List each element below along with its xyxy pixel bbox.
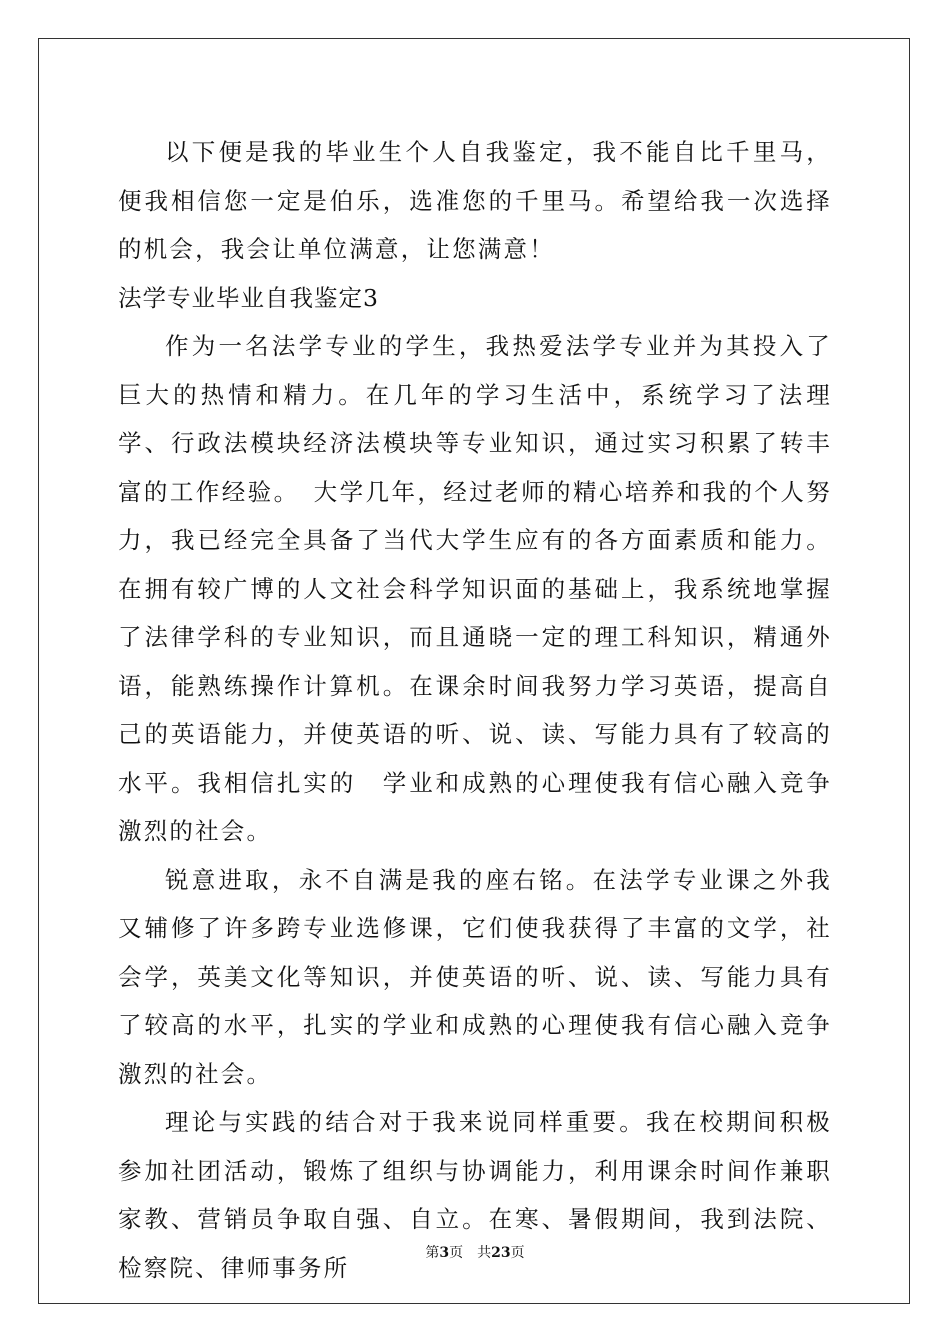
paragraph-practice: 理论与实践的结合对于我来说同样重要。我在校期间积极参加社团活动，锻炼了组织与协调能力，利用课余时间作兼职家教、营销员争取自强、自立。在寒、暑假期间，我到法院、检察院、律师事务所 — [118, 1108, 832, 1282]
paragraph-motto: 锐意进取，永不自满是我的座右铭。在法学专业课之外我又辅修了许多跨专业选修课，它们使我获得了丰富的文学，社会学，英美文化等知识，并使英语的听、说、读、写能力具有了较高的水平，扎实的学业和成熟的心理使我有信心融入竞争激烈的社会。 — [118, 865, 832, 1088]
section-heading: 法学专业毕业自我鉴定3 — [118, 283, 379, 312]
document-body — [118, 128, 832, 1292]
page-suffix: 页 — [449, 1245, 464, 1261]
page-number: 3 — [439, 1245, 450, 1261]
page-prefix: 第 — [425, 1245, 440, 1261]
paragraph-intro-closing: 以下便是我的毕业生个人自我鉴定，我不能自比千里马，便我相信您一定是伯乐，选准您的千里马。希望给我一次选择的机会，我会让单位满意，让您满意！ — [118, 138, 832, 263]
total-prefix: 共 — [477, 1245, 492, 1261]
total-suffix: 页 — [510, 1245, 525, 1261]
paragraph-study: 作为一名法学专业的学生，我热爱法学专业并为其投入了巨大的热情和精力。在几年的学习生活中，系统学习了法理学、行政法模块经济法模块等专业知识，通过实习积累了转丰富的工作经验。 大学几年，经过老师的精心培养和我的个人努力，我已经完全具备了当代大学生应有的各方面素质和能力。在拥有较广博的人文社会科学知识面的基础上，我系统地掌握了法律学科的专业知识，而且通晓一定的理工科知识，精通外语，能熟练操作计算机。在课余时间我努力学习英语，提高自己的英语能力，并使英语的听、说、读、写能力具有了较高的水平。我相信扎实的 学业和成熟的心理使我有信心融入竞争激烈的社会。 — [118, 332, 832, 845]
total-pages: 23 — [491, 1245, 511, 1261]
page-footer — [0, 1243, 950, 1263]
